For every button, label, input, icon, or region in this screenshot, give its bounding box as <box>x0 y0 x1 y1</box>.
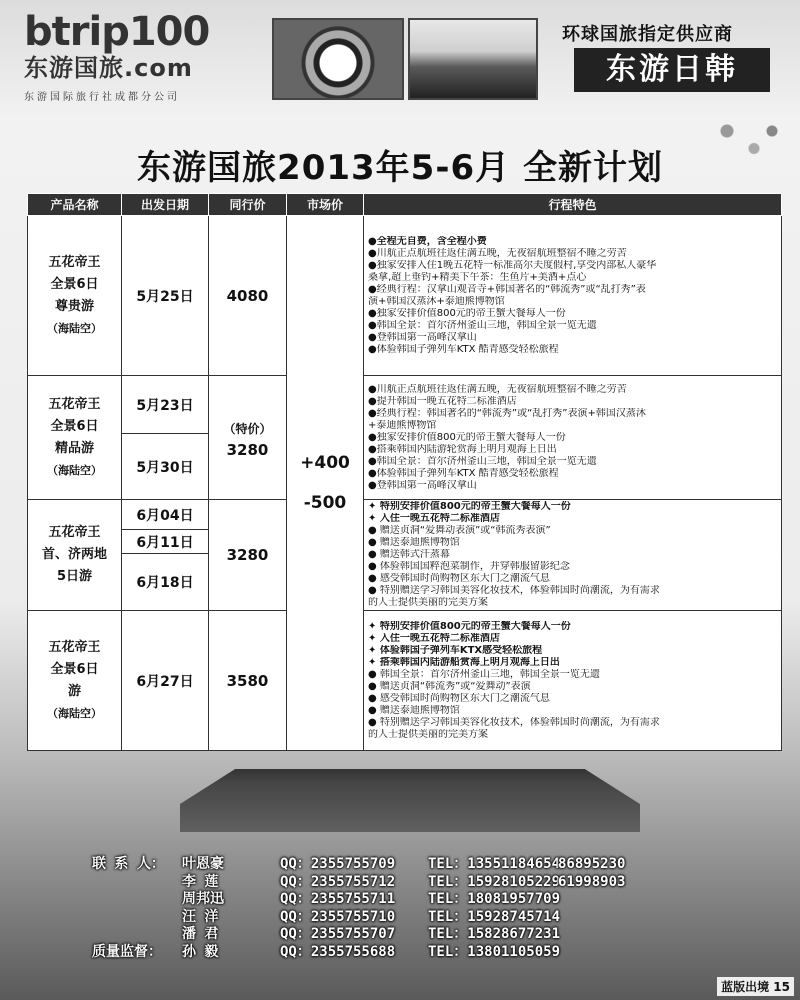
page-footer: 蓝版出境 15 <box>717 977 794 996</box>
feature-list: ●全程无自费，含全程小费 ●川航正点航班往返住满五晚，无夜宿航班整宿不睡之劳苦 ●独家安排入住1晚五花特一标准高尔夫度假村,享受内部私人豪华 桑拿,超上垂钓+精美下午茶：生鱼片+美酒+点心 ●经典行程：汉拿山观音寺+韩国著名的“韩流秀”或“乱打秀”表 演+韩国汉蒸沐+泰迪熊博物馆 ●独家安排价值800元的帝王蟹大餐每人一份 ●韩国全景：首尔济州釜山三地，韩国全景一览无遗 ●登韩国第一高峰汉拿山 ●体验韩国子弹列车KTX 酷青感受轻松旅程 <box>364 216 782 376</box>
feature-list: ●川航正点航班往返住满五晚，无夜宿航班整宿不睡之劳苦 ●提升韩国一晚五花特二标准酒店 ●经典行程：韩国著名的“韩流秀”或“乱打秀”表演+韩国汉蒸沐 +泰迪熊博物馆 ●独家安排价值800元的帝王蟹大餐每人一份 ●搭乘韩国内陆游轮赏海上明月观海上日出 ●韩国全景：首尔济州釜山三地，韩国全景一览无遗 ●体验韩国子弹列车KTX 酷青感受轻松旅程 ●登韩国第一高峰汉拿山 <box>364 376 782 500</box>
departure-date: 6月04日 <box>122 500 209 530</box>
header-product-name: 产品名称 <box>28 194 122 216</box>
departure-date: 5月25日 <box>122 216 209 376</box>
feature-list: ✦ 特别安排价值800元的帝王蟹大餐每人一份 ✦ 入住一晚五花特二标准酒店 ✦ 体验韩国子弹列车KTX感受轻松旅程 ✦ 搭乘韩国内陆游船赏海上明月观海上日出 ● 韩国全景：首尔济州釜山三地，韩国全景一览无遗 ● 赠送贞洞“韩流秀”或“爱舞动”表演 ● 感受韩国时尚购物区东大门之潮流气息 ● 赠送泰迪熊博物馆 ● 特别赠送学习韩国美容化妆技术，体验韩国时尚潮流，为有需求 的人士提供美丽的完美方案 <box>364 611 782 751</box>
itinerary-table <box>27 193 782 751</box>
departure-date: 6月18日 <box>122 554 209 611</box>
company-logo <box>24 10 264 103</box>
contact-row: 周邦迅 QQ：2355755711 TEL：18081957709 <box>182 891 561 907</box>
header-market-price: 市场价 <box>287 194 364 216</box>
departure-date: 6月11日 <box>122 530 209 554</box>
peer-price: 3580 <box>209 611 287 751</box>
header-departure-date: 出发日期 <box>122 194 209 216</box>
product-name: 五花帝王 全景6日 游 （海陆空） <box>28 611 122 751</box>
special-price-label: （特价） <box>223 421 272 436</box>
quality-supervisor-row: 质量监督： 孙 毅 QQ：2355755688 TEL：13801105059 <box>92 943 561 960</box>
table-row <box>28 500 782 530</box>
contact-row: 汪 洋 QQ：2355755710 TEL：15928745714 <box>182 908 561 925</box>
table-row <box>28 216 782 376</box>
drum-photo <box>272 18 404 100</box>
product-line-banner: 东游日韩 <box>574 48 770 92</box>
contact-row: 李 莲 QQ：2355755712 TEL：1592810522961998903 <box>182 873 626 890</box>
page-title: 东游国旅2013年5-6月 全新计划 <box>137 148 663 188</box>
table-row <box>28 611 782 751</box>
departure-date: 6月27日 <box>122 611 209 751</box>
peer-price: 4080 <box>209 216 287 376</box>
contact-list <box>92 856 625 961</box>
table-header-row <box>28 194 782 216</box>
feature-list: ✦ 特别安排价值800元的帝王蟹大餐每人一份 ✦ 入住一晚五花特二标准酒店 ● 赠送贞洞“爱舞动表演”或“韩流秀表演” ● 赠送泰迪熊博物馆 ● 赠送韩式汗蒸幕 ● 体验韩国国粹泡菜制作，并穿韩服留影纪念 ● 感受韩国时尚购物区东大门之潮流气息 ● 特别赠送学习韩国美容化妆技术，体验韩国时尚潮流，为有需求 的人士提供美丽的完美方案 <box>364 500 782 611</box>
header-peer-price: 同行价 <box>209 194 287 216</box>
logo-domain: 东游国旅.com <box>24 54 193 82</box>
contact-row: 联 系 人： 叶恩豪 QQ：2355755709 TEL：1355118465486895230 <box>92 856 626 872</box>
product-name: 五花帝王 全景6日 尊贵游 （海陆空） <box>28 216 122 376</box>
market-price: +400 -500 <box>287 216 364 751</box>
supplier-tagline: 环球国旅指定供应商 <box>562 24 733 45</box>
departure-date: 5月30日 <box>122 434 209 500</box>
logo-wordmark: btrip100 <box>24 9 210 55</box>
table-row <box>28 376 782 434</box>
peer-price: （特价） 3280 <box>209 376 287 500</box>
departure-date: 5月23日 <box>122 376 209 434</box>
product-name: 五花帝王 首、济两地 5日游 <box>28 500 122 611</box>
coast-photo <box>408 18 538 100</box>
logo-caption: 东游国际旅行社成都分公司 <box>24 92 180 103</box>
hanok-roof-background <box>180 762 640 832</box>
header-features: 行程特色 <box>364 194 782 216</box>
contact-row: 潘 君 QQ：2355755707 TEL：15828677231 <box>182 926 561 942</box>
product-name: 五花帝王 全景6日 精品游 （海陆空） <box>28 376 122 500</box>
peer-price: 3280 <box>209 500 287 611</box>
